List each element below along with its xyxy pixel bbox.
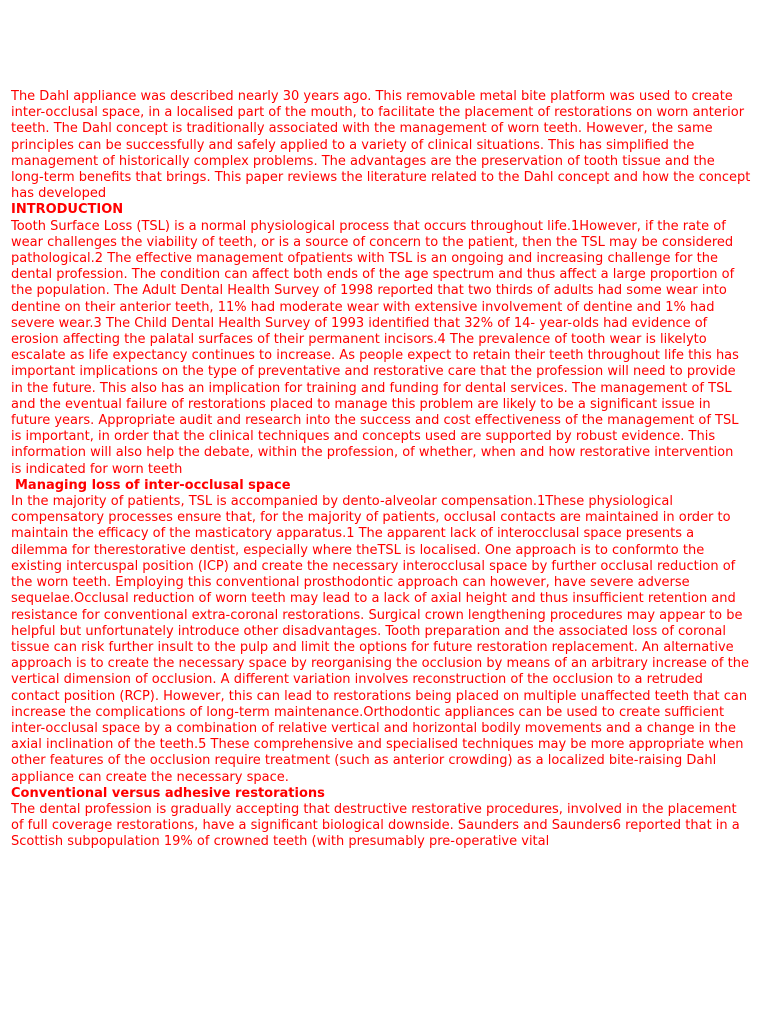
conventional-heading: Conventional versus adhesive restorations — [11, 785, 325, 801]
conventional-paragraph: The dental profession is gradually accepting that destructive restorative procedures, involved in the placement of full coverage restorations, have a significant biological downside. Saunders and Saunders6 reported that in a Scottish subpopulation 19% of crowned teeth (with presumably pre-operative vital — [11, 801, 740, 850]
inter-occlusal-heading: Managing loss of inter-occlusal space — [15, 477, 291, 493]
document-page — [11, 89, 751, 851]
introduction-heading: INTRODUCTION — [11, 202, 124, 218]
introduction-tail-line: is indicated for worn teeth — [11, 461, 183, 477]
inter-occlusal-paragraph: In the majority of patients, TSL is accompanied by dento-alveolar compensation.1These physiological compensatory processes ensure that, for the majority of patients, occlusal contacts are maintained in order to maintain the efficacy of the masticatory apparatus.1 The apparent lack of interocclusal space presents a dilemma for therestorative dentist, especially where theTSL is localised. One approach is to conformto the existing intercuspal position (ICP) and create the necessary interocclusal space by further occlusal reduction of the worn teeth. Employing this conventional prosthodontic approach can however, have severe adverse sequelae.Occlusal reduction of worn teeth may lead to a lack of axial height and thus insufficient retention and resistance for conventional extra-coronal restorations. Surgical crown lengthening procedures may appear to be helpful but unfortunately introduce other disadvantages. Tooth preparation and the associated loss of coronal tissue can risk further insult to the pulp and limit the options for future restoration replacement. An alternative approach is to create the necessary space by reorganising the occlusion by means of an arbitrary increase of the vertical dimension of occlusion. A different variation involves reconstruction of the occlusion to a retruded contact position (RCP). However, this can lead to restorations being placed on multiple unaffected teeth that can increase the complications of long-term maintenance.Orthodontic appliances can be used to create sufficient inter-occlusal space by a combination of relative vertical and horizontal bodily movements and a change in the axial inclination of the teeth.5 These comprehensive and specialised techniques may be more appropriate when other features of the occlusion require treatment (such as anterior crowding) as a localized bite-raising Dahl appliance can create the necessary space. — [11, 494, 749, 785]
introduction-paragraph: Tooth Surface Loss (TSL) is a normal physiological process that occurs throughout life.1However, if the rate of wear challenges the viability of teeth, or is a source of concern to the patient, then the TSL may be considered pathological.2 The effective management ofpatients with TSL is an ongoing and increasing challenge for the dental profession. The condition can affect both ends of the age spectrum and thus affect a large proportion of the population. The Adult Dental Health Survey of 1998 reported that two thirds of adults had some wear into dentine on their anterior teeth, 11% had moderate wear with extensive involvement of dentine and 1% had severe wear.3 The Child Dental Health Survey of 1993 identified that 32% of 14- year-olds had evidence of erosion affecting the palatal surfaces of their permanent incisors.4 The prevalence of tooth wear is likelyto escalate as life expectancy continues to increase. As people expect to retain their teeth throughout life this has important implications on the type of preventative and restorative care that the profession will need to provide in the future. This also has an implication for training and funding for dental services. The management of TSL and the eventual failure of restorations placed to manage this problem are likely to be a significant issue in future years. Appropriate audit and research into the success and cost effectiveness of the management of TSL is important, in order that the clinical techniques and concepts used are supported by robust evidence. This information will also help the debate, within the profession, of whether, when and how restorative intervention — [11, 218, 739, 461]
abstract-paragraph: The Dahl appliance was described nearly 30 years ago. This removable metal bite platform was used to create inter-occlusal space, in a localised part of the mouth, to facilitate the placement of restorations on worn anterior teeth. The Dahl concept is traditionally associated with the management of worn teeth. However, the same principles can be successfully and safely applied to a variety of clinical situations. This has simplified the management of historically complex problems. The advantages are the preservation of tooth tissue and the long-term benefits that brings. This paper reviews the literature related to the Dahl concept and how the concept has developed — [11, 89, 751, 202]
